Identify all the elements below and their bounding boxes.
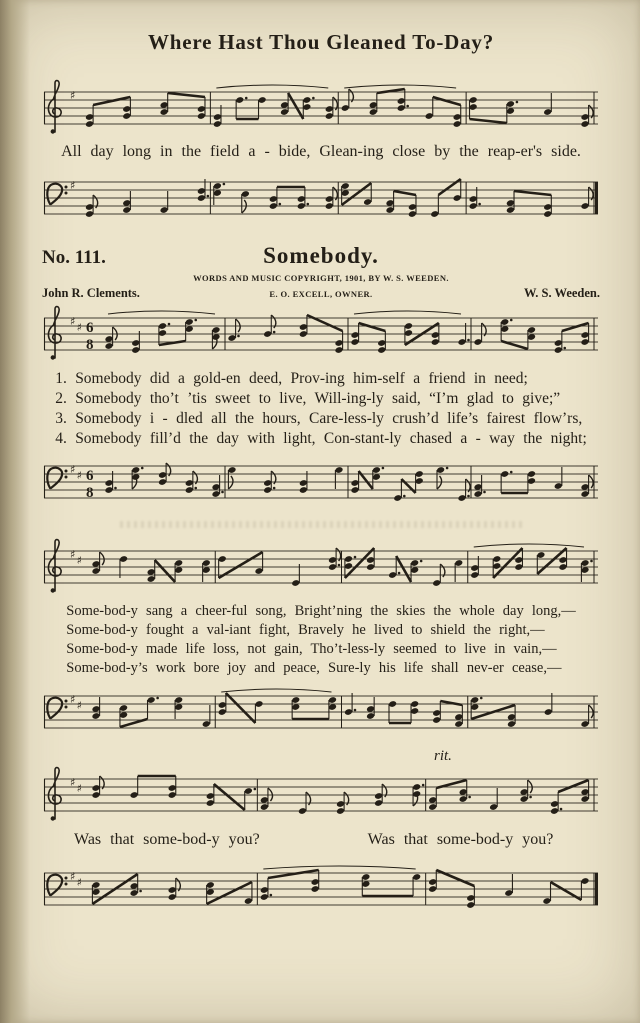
previous-song-title: Where Hast Thou Gleaned To-Day? (147, 30, 495, 54)
song-title: Somebody. (263, 243, 379, 268)
staff-system-5 (42, 536, 600, 598)
svg-text:♯: ♯ (70, 179, 76, 192)
svg-text:8: 8 (86, 485, 94, 501)
staff-system-4 (42, 451, 600, 513)
staff-svg (42, 303, 600, 365)
treble-clef-icon (48, 540, 61, 593)
staff-system-7 (42, 764, 600, 826)
lyricist-credit: John R. Clements. (42, 286, 140, 300)
svg-text:♯: ♯ (76, 554, 82, 567)
staff-system-1 (42, 77, 600, 139)
svg-text:♯: ♯ (70, 315, 76, 328)
bass-clef-icon (47, 468, 67, 488)
svg-text:6: 6 (86, 320, 94, 336)
notes-group (92, 866, 590, 909)
verse-continued-line-2: Some-bod-y fought a val-iant fight, Bravely he lived to shield the right,— (66, 622, 545, 638)
staff-system-8 (42, 858, 600, 920)
svg-text:♯: ♯ (70, 693, 76, 706)
key-signature-sharps (70, 89, 75, 102)
svg-text:♯: ♯ (76, 782, 82, 795)
bass-clef-icon (47, 698, 67, 718)
refrain-phrase-1: Was that some-bod-y you? (74, 831, 260, 848)
ritardando-marking: rit. (434, 748, 452, 764)
staff-system-2 (42, 167, 600, 229)
treble-clef-icon (48, 81, 61, 134)
staff-svg (42, 764, 600, 826)
verse-line-2: 2. Somebody tho’t ’tis sweet to live, Will-ing-ly said, “I’m glad to give;” (55, 390, 561, 407)
staff-system-3 (42, 303, 600, 365)
refrain-line (42, 831, 600, 849)
svg-text:♯: ♯ (70, 463, 76, 476)
treble-clef-icon (48, 768, 61, 821)
show-through-smudge (120, 521, 522, 528)
song-heading (42, 243, 600, 269)
verse-line-1: 1. Somebody did a gold-en deed, Prov-ing him-self a friend in need; (55, 370, 528, 387)
page-content (42, 0, 600, 920)
svg-text:♯: ♯ (70, 548, 76, 561)
time-signature (86, 320, 94, 353)
staff-svg (42, 77, 600, 139)
credits-row (42, 286, 600, 301)
page-binding-edge (0, 0, 30, 1023)
verse-continued-line-1: Some-bod-y sang a cheer-ful song, Bright’ning the skies the whole day long,— (66, 603, 576, 619)
svg-text:6: 6 (86, 468, 94, 484)
svg-text:♯: ♯ (76, 699, 82, 712)
svg-text:♯: ♯ (76, 321, 82, 334)
notes-group (85, 85, 593, 128)
bass-clef-icon (47, 184, 67, 204)
verse-block-1 (55, 369, 587, 449)
verse-block-2 (66, 602, 576, 678)
refrain-phrase-2: Was that some-bod-y you? (367, 831, 554, 848)
treble-clef-icon (48, 307, 61, 360)
verse-continued-line-3: Some-bod-y made life loss, not gain, Tho’t-less-ly seemed to live in vain,— (66, 641, 557, 657)
previous-song-lyric: All day long in the field a - bide, Glean-ing close by the reap-er's side. (61, 143, 581, 160)
verse-line-4: 4. Somebody fill’d the day with light, Con-stant-ly chased a - way the night; (55, 430, 587, 447)
key-signature-sharps (70, 179, 75, 192)
svg-text:♯: ♯ (70, 776, 76, 789)
staff-svg (42, 167, 600, 229)
bass-clef-icon (47, 875, 67, 895)
staff-svg (42, 858, 600, 920)
notes-group (105, 311, 590, 354)
time-signature (86, 468, 94, 501)
staff-svg (42, 536, 600, 598)
svg-text:♯: ♯ (70, 870, 76, 883)
svg-text:♯: ♯ (76, 469, 82, 482)
svg-text:8: 8 (86, 337, 94, 353)
owner-credit: E. O. EXCELL, OWNER. (269, 289, 373, 299)
staff-system-6 (42, 681, 600, 743)
verse-line-3: 3. Somebody i - dled all the hours, Care-less-ly crush’d life’s fairest flow’rs, (55, 410, 583, 427)
notes-group (92, 544, 593, 587)
svg-text:♯: ♯ (76, 876, 82, 889)
svg-text:♯: ♯ (70, 89, 76, 102)
verse-continued-line-4: Some-bod-y’s work bore joy and peace, Sure-ly his life shall nev-er cease,— (66, 660, 562, 676)
composer-credit: W. S. Weeden. (523, 286, 600, 300)
copyright-line: WORDS AND MUSIC COPYRIGHT, 1901, BY W. S. WEEDEN. (193, 273, 449, 283)
notes-group (92, 689, 594, 728)
song-number: No. 111. (42, 247, 106, 268)
staff-svg (42, 451, 600, 513)
staff-svg (42, 681, 600, 743)
